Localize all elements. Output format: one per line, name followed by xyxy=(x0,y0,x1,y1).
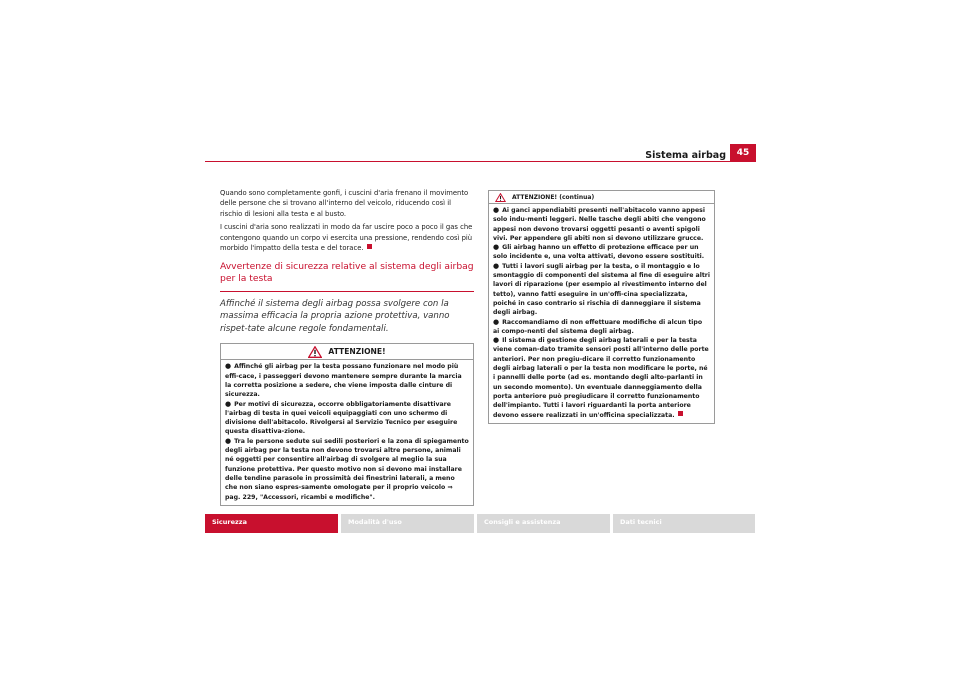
warning-title: ATTENZIONE! (continua) xyxy=(512,193,595,201)
end-square-icon xyxy=(367,244,372,249)
warning-triangle-icon xyxy=(308,346,322,358)
paragraph: Quando sono completamente gonfi, i cuscini d'aria frenano il movimento delle persone che si trovano all'interno del veicolo, riducendo così il rischio di lesioni alla testa e al busto. xyxy=(220,189,469,218)
warning-list xyxy=(221,360,473,504)
warning-box xyxy=(220,343,474,505)
warning-box-continued xyxy=(488,190,715,424)
end-square-icon xyxy=(678,411,683,416)
bullet-icon: ● xyxy=(225,362,232,371)
bullet-icon: ● xyxy=(225,399,232,408)
warning-title: ATTENZIONE! xyxy=(328,347,386,357)
footer-tab-modalita-uso[interactable]: Modalità d'uso xyxy=(341,514,474,533)
warning-item: ● Affinché gli airbag per la testa possano funzionare nel modo più effi-cace, i passeggeri devono mantenere sempre durante la marcia la corretta posizione a sedere, che viene imposta dalle cinture di sicurezza. xyxy=(225,362,462,399)
header-rule xyxy=(205,161,755,162)
left-column xyxy=(220,188,474,506)
section-intro: Affinché il sistema degli airbag possa svolgere con la massima efficacia la propria azione protettiva, vanno rispet-tate alcune regole fondamentali. xyxy=(220,298,450,334)
section-title: Avvertenze di sicurezza relative al sistema degli airbag per la testa xyxy=(220,261,474,285)
running-header-title: Sistema airbag xyxy=(645,150,726,161)
warning-item: ● Raccomandiamo di non effettuare modifiche di alcun tipo ai compo-nenti del sistema degli airbag. xyxy=(493,317,703,335)
bullet-icon: ● xyxy=(493,243,500,252)
footer-tab-consigli-assistenza[interactable]: Consigli e assistenza xyxy=(477,514,610,533)
footer-tab-dati-tecnici[interactable]: Dati tecnici xyxy=(613,514,755,533)
warning-header xyxy=(221,344,473,360)
paragraph: I cuscini d'aria sono realizzati in modo da far uscire poco a poco il gas che contengono quando un corpo vi esercita una pressione, rendendo così più morbido l'impatto della testa e del torace. xyxy=(220,223,473,253)
warning-item: ● Gli airbag hanno un effetto di protezione efficace per un solo incidente e, una volta attivati, devono essere sostituiti. xyxy=(493,243,705,261)
warning-item: ● Il sistema di gestione degli airbag laterali e per la testa viene coman-dato tramite sensori posti all'interno delle porte anteriori. Per non pregiu-dicare il corretto funzionamento degli airbag laterali o per la testa non modificare le porte, né i pannelli delle porte (ad es. montando degli alto-parlanti in un secondo momento). Un eventuale danneggiamento della porta anteriore può pregiudicare il corretto funzionamento dell'impianto. Tutti i lavori riguardanti la porta anteriore devono essere realizzati in un'officina specializzata. xyxy=(493,336,709,419)
footer-nav xyxy=(205,514,755,533)
warning-list xyxy=(489,204,714,423)
warning-header xyxy=(489,191,714,204)
warning-item: ● Per motivi di sicurezza, occorre obbligatoriamente disattivare l'airbag di testa in quei veicoli equipaggiati con uno schermo di divisione dell'abitacolo. Rivolgersi al Servizio Tecnico per eseguire questa disattiva-zione. xyxy=(225,399,458,436)
bullet-icon: ● xyxy=(493,317,500,326)
warning-item: ● Ai ganci appendiabiti presenti nell'abitacolo vanno appesi solo indu-menti leggeri. Nelle tasche degli abiti che vengono appesi non devono trovarsi oggetti pesanti o aventi spigoli vivi. Per appendere gli abiti non si devono utilizzare grucce. xyxy=(493,206,706,242)
right-column xyxy=(488,190,715,424)
page-number: 45 xyxy=(730,144,756,162)
warning-triangle-icon xyxy=(495,193,506,202)
section-rule xyxy=(220,291,474,292)
footer-tab-sicurezza[interactable]: Sicurezza xyxy=(205,514,338,533)
bullet-icon: ● xyxy=(493,336,500,345)
bullet-icon: ● xyxy=(493,261,500,270)
warning-item: ● Tutti i lavori sugli airbag per la testa, o il montaggio e lo smontaggio di componenti del sistema al fine di eseguire altri lavori di riparazione (per esempio al rivestimento interno del tetto), vanno fatti eseguire in un'offi-cina specializzata, poiché in caso contrario si rischia di danneggiare il sistema degli airbag. xyxy=(493,261,710,317)
bullet-icon: ● xyxy=(493,206,500,214)
warning-item: ● Tra le persone sedute sui sedili posteriori e la zona di spiegamento degli airbag per la testa non devono trovarsi altre persone, animali né oggetti per consentire all'airbag di svolgere al meglio la sua funzione protettiva. Per questo motivo non si devono mai installare delle tendine parasole in prossimità dei finestrini laterali, a meno che non siano espres-samente omologate per il proprio veicolo ⇒ pag. 229, "Accessori, ricambi e modifiche". xyxy=(225,436,469,501)
bullet-icon: ● xyxy=(225,436,232,445)
